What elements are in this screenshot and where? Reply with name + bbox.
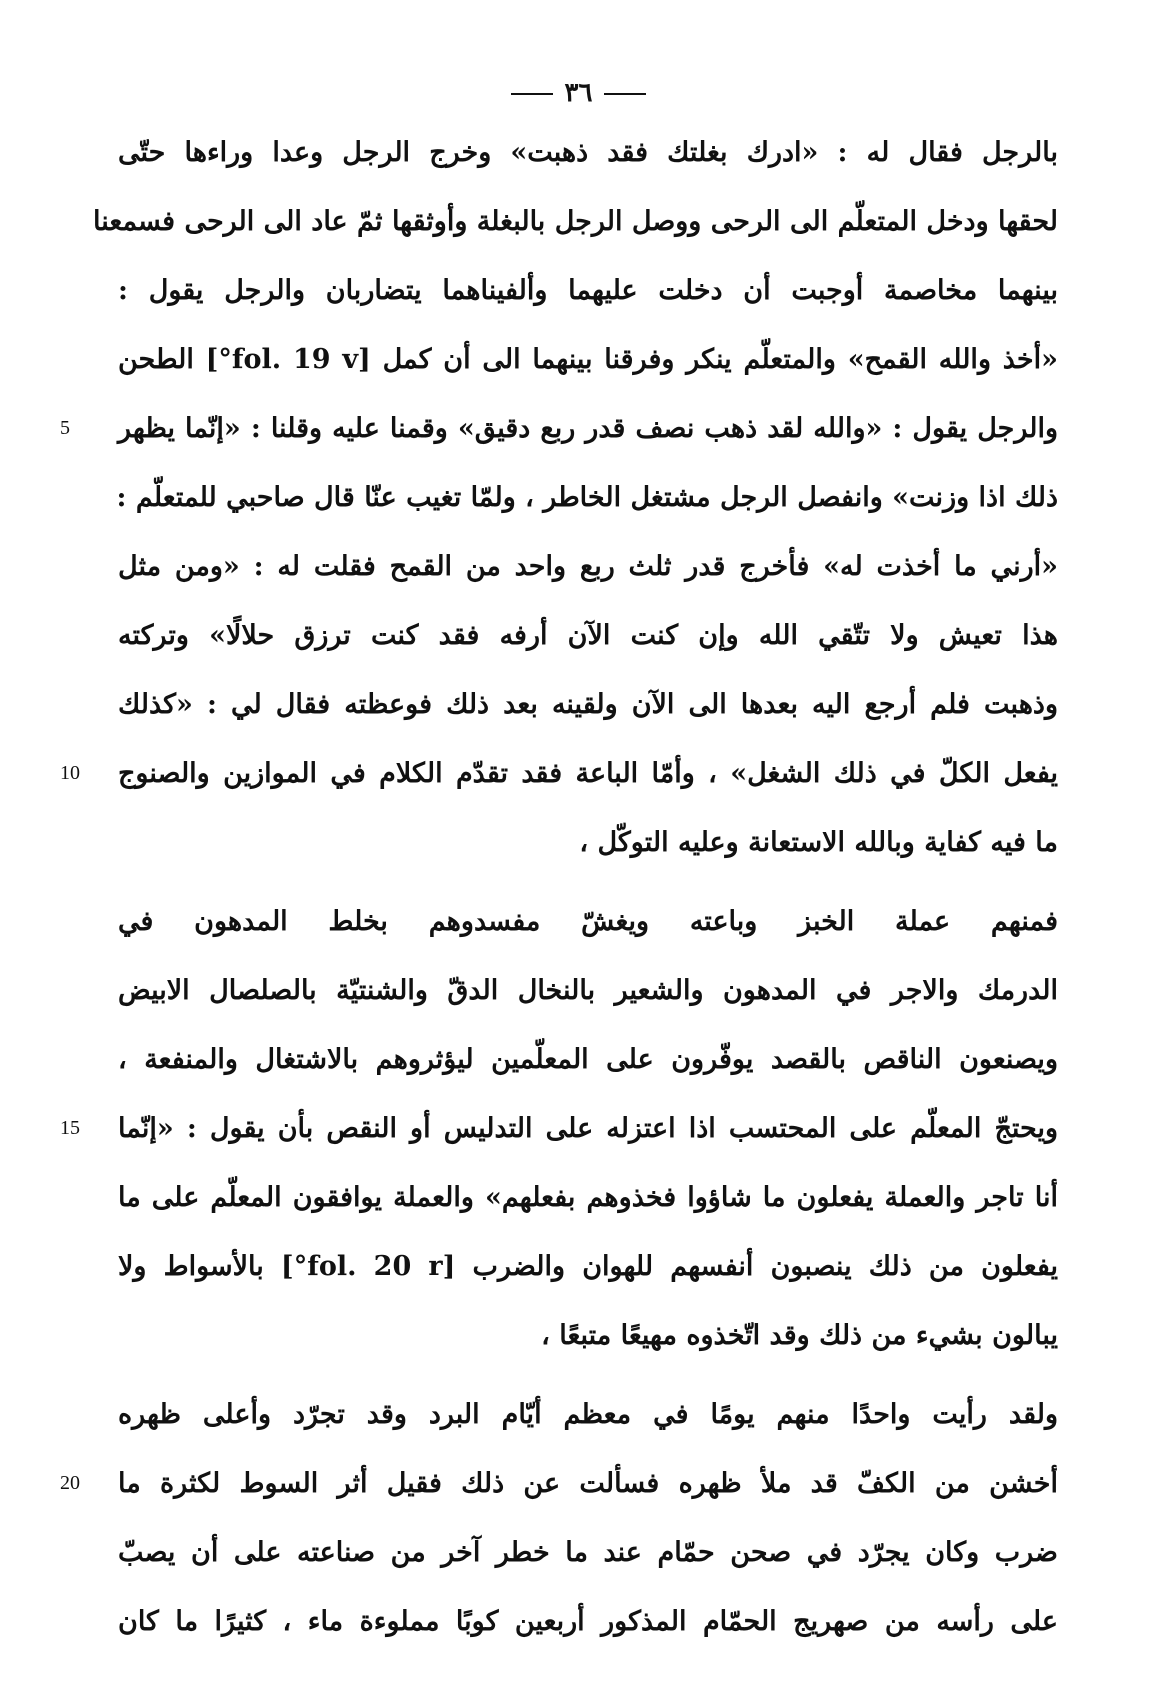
text-line: [93, 187, 1058, 256]
line-text: ذلك اذا وزنت» وانفصل الرجل مشتغل الخاطر ، ولمّا تغيب عنّا قال صاحبي للمتعلّم :: [116, 482, 1058, 513]
text-line: [118, 256, 1058, 325]
text-line: [60, 1094, 1058, 1163]
text-line: [60, 394, 1058, 463]
text-line: [118, 1025, 1058, 1094]
text-line: [118, 1232, 1058, 1301]
line-text: ويصنعون الناقص بالقصد يوفّرون على المعلّمين ليؤثروهم بالاشتغال والمنفعة ،: [118, 1044, 1058, 1075]
text-line: [118, 1301, 1058, 1370]
text-line: [118, 887, 1058, 956]
text-line: [118, 601, 1058, 670]
text-line: [60, 739, 1058, 808]
line-text: يبالون بشيء من ذلك وقد اتّخذوه مهيعًا متبعًا ،: [541, 1320, 1058, 1351]
line-text: الدرمك والاجر في المدهون والشعير بالنخال الدقّ والشنتيّة بالصلصال الابيض: [118, 975, 1058, 1006]
text-line: [118, 532, 1058, 601]
line-text: لحقها ودخل المتعلّم الى الرحى ووصل الرجل بالبغلة وأوثقها ثمّ عاد الى الرحى فسمعنا: [93, 206, 1058, 237]
line-number: 10: [60, 762, 80, 784]
text-line: [118, 118, 1058, 187]
text-line: [118, 670, 1058, 739]
left-dash: [511, 93, 553, 95]
text-line: [118, 956, 1058, 1025]
line-text: على رأسه من صهريج الحمّام المذكور أربعين كوبًا مملوءة ماء ، كثيرًا ما كان: [118, 1606, 1058, 1637]
page-number: ٣٦: [564, 78, 593, 108]
text-line: [118, 1163, 1058, 1232]
line-text: يفعل الكلّ في ذلك الشغل» ، وأمّا الباعة فقد تقدّم الكلام في الموازين والصنوج: [118, 758, 1058, 789]
line-text: وذهبت فلم أرجع اليه بعدها الى الآن ولقينه بعد ذلك فوعظته فقال لي : «كذلك: [118, 689, 1058, 720]
text-line: [118, 1587, 1058, 1656]
line-text: هذا تعيش ولا تتّقي الله وإن كنت الآن أرفه فقد كنت ترزق حلالًا» وتركته: [118, 620, 1058, 651]
line-text: فمنهم عملة الخبز وباعته ويغشّ مفسدوهم بخلط المدهون في: [118, 906, 1058, 937]
line-number: 20: [60, 1472, 80, 1494]
line-text: ما فيه كفاية وبالله الاستعانة وعليه التوكّل ،: [579, 827, 1058, 858]
line-text: بالرجل فقال له : «ادرك بغلتك فقد ذهبت» وخرج الرجل وعدا وراءها حتّى: [118, 137, 1058, 168]
text-line: [118, 1518, 1058, 1587]
line-text: بينهما مخاصمة أوجبت أن دخلت عليهما وألفيناهما يتضاربان والرجل يقول :: [118, 275, 1058, 306]
text-line: [118, 463, 1058, 532]
page-number-header: [0, 78, 1157, 108]
right-dash: [604, 93, 646, 95]
line-text: ضرب وكان يجرّد في صحن حمّام عند ما خطر آخر من صناعته على أن يصبّ: [118, 1537, 1058, 1568]
line-number: 5: [60, 417, 70, 439]
text-line: [118, 325, 1058, 394]
line-text: ولقد رأيت واحدًا منهم يومًا في معظم أيّام البرد وقد تجرّد وأعلى ظهره: [118, 1399, 1058, 1430]
text-line: [118, 808, 1058, 877]
body-text: [60, 118, 1059, 1656]
line-number: 15: [60, 1117, 80, 1139]
text-line: [118, 1380, 1058, 1449]
line-text: أخشن من الكفّ قد ملأ ظهره فسألت عن ذلك فقيل أثر السوط لكثرة ما: [118, 1468, 1058, 1499]
line-text: ويحتجّ المعلّم على المحتسب اذا اعتزله على التدليس أو النقص بأن يقول : «إنّما: [118, 1113, 1058, 1144]
text-line: [60, 1449, 1058, 1518]
line-text: يفعلون من ذلك ينصبون أنفسهم للهوان والضرب [fol. 20 r°] بالأسواط ولا: [118, 1251, 1058, 1282]
line-text: «أرني ما أخذت له» فأخرج قدر ثلث ربع واحد من القمح فقلت له : «ومن مثل: [118, 551, 1058, 582]
line-text: «أخذ والله القمح» والمتعلّم ينكر وفرقنا بينهما الى أن كمل [fol. 19 v°] الطحن: [118, 344, 1059, 375]
line-text: والرجل يقول : «والله لقد ذهب نصف قدر ربع دقيق» وقمنا عليه وقلنا : «إنّما يظهر: [118, 413, 1058, 444]
line-text: أنا تاجر والعملة يفعلون ما شاؤوا فخذوهم بفعلهم» والعملة يوافقون المعلّم على ما: [118, 1182, 1058, 1213]
